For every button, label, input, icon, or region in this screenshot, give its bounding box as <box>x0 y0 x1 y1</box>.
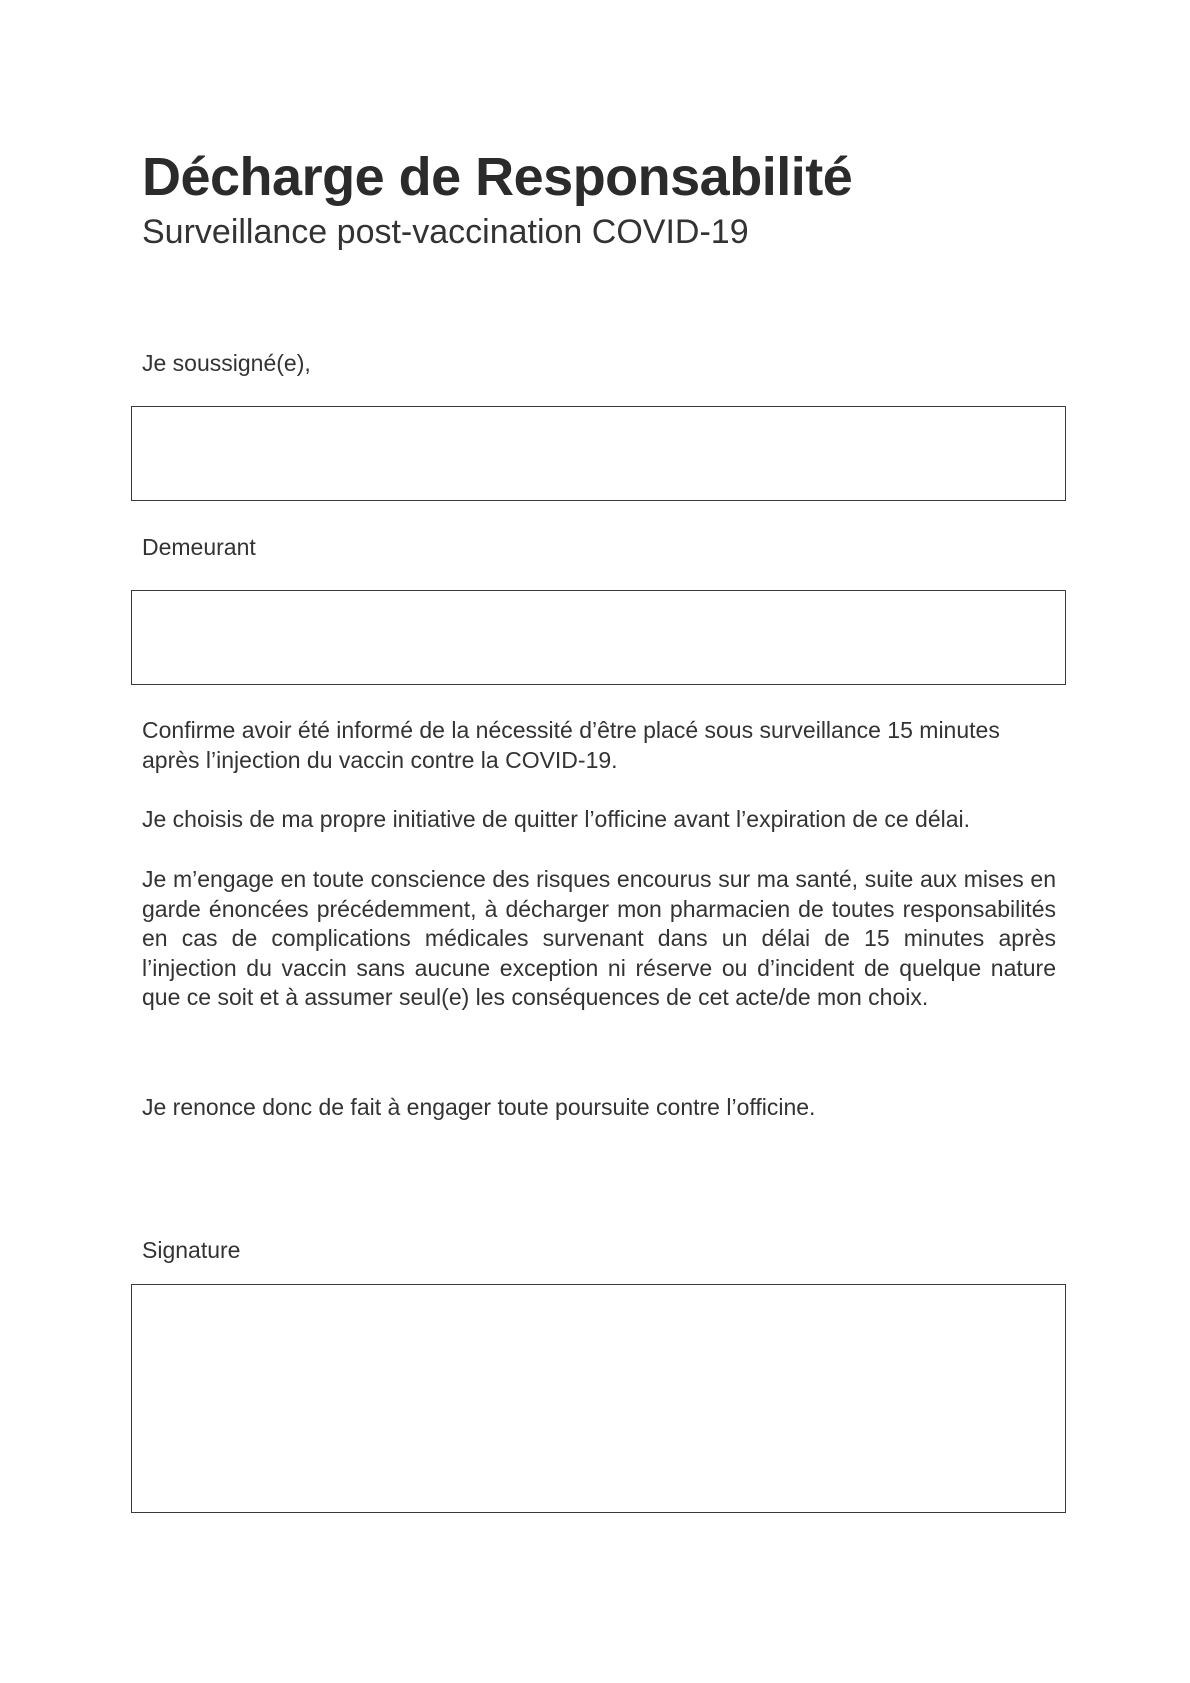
confirmation-paragraph: Confirme avoir été informé de la nécessité d’être placé sous surveillance 15 minutes après l’injection du vaccin contre la COVID-19. <box>142 717 1000 773</box>
undersigned-label: Je soussigné(e), <box>142 350 311 376</box>
undersigned-name-field[interactable] <box>131 406 1066 501</box>
document-title: Décharge de Responsabilité <box>142 147 853 207</box>
choice-paragraph: Je choisis de ma propre initiative de quitter l’officine avant l’expiration de ce délai. <box>142 806 971 832</box>
address-label: Demeurant <box>142 534 256 560</box>
engagement-paragraph: Je m’engage en toute conscience des risques encourus sur ma santé, suite aux mises en garde énoncées précédemment, à décharger mon pharmacien de toutes responsabilités en cas de complications médicales survenant dans un délai de 15 minutes après l’injection du vaccin sans aucune exception ni réserve ou d’incident de quelque nature que ce soit et à assumer seul(e) les conséquences de cet acte/de mon choix. <box>142 866 1056 1010</box>
document-subtitle: Surveillance post-vaccination COVID-19 <box>142 213 749 251</box>
address-field[interactable] <box>131 590 1066 685</box>
waiver-paragraph: Je renonce donc de fait à engager toute poursuite contre l’officine. <box>142 1094 816 1120</box>
signature-field[interactable] <box>131 1284 1066 1513</box>
signature-label: Signature <box>142 1237 241 1263</box>
